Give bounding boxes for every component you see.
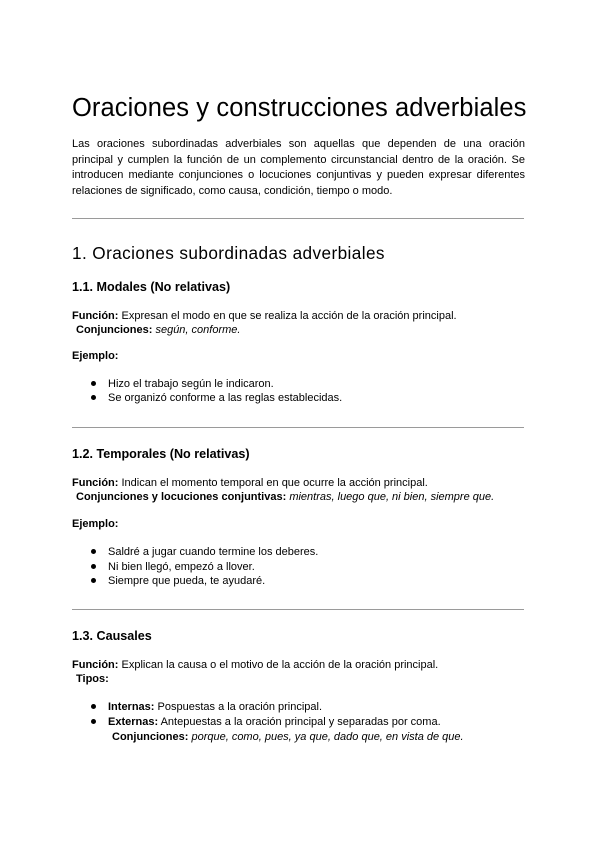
temporales-funcion [72,476,428,490]
example-item: Siempre que pueda, te ayudaré. [108,575,266,587]
conjunciones-text: mientras, luego que, ni bien, siempre que. [289,491,495,503]
divider [72,218,524,219]
conjunciones-label: Conjunciones: [76,324,153,336]
divider [72,427,524,428]
funcion-text: Indican el momento temporal en que ocurre la acción principal. [118,477,428,489]
example-item: Ni bien llegó, empezó a llover. [108,561,255,573]
conjunciones-text: según, conforme. [155,324,241,336]
funcion-label: Función: [72,659,119,671]
bullet-dot [91,719,96,724]
causales-conjunciones [112,730,464,744]
bullet-dot [91,395,96,400]
bullet-dot [91,564,96,569]
tipo-label: Externas: [108,716,159,728]
intro-paragraph: Las oraciones subordinadas adverbiales son aquellas que dependen de una oración principal y cumplen la función de un complemento circunstancial dentro de la oración. Se introducen mediante conjunciones o locuciones conjuntivas y pueden expresar diferentes relaciones de significado, como causa, condición, tiempo o modo. [72,138,525,197]
tipo-item [108,700,322,714]
funcion-text: Expresan el modo en que se realiza la acción de la oración principal. [118,310,457,322]
example-item: Se organizó conforme a las reglas establecidas. [108,392,343,404]
funcion-label: Función: [72,310,119,322]
bullet-dot [91,704,96,709]
temporales-conjunciones [76,490,494,504]
tipo-text: Pospuestas a la oración principal. [154,701,323,713]
causales-funcion [72,658,438,672]
modales-funcion [72,309,457,323]
funcion-label: Función: [72,477,119,489]
subsection-heading-modales: 1.1. Modales (No relativas) [72,280,231,294]
section-heading: 1. Oraciones subordinadas adverbiales [72,243,385,263]
conjunciones-text: porque, como, pues, ya que, dado que, en vista de que. [191,731,464,743]
bullet-dot [91,578,96,583]
funcion-text: Explican la causa o el motivo de la acción de la oración principal. [118,659,439,671]
example-item: Saldré a jugar cuando termine los deberes. [108,546,319,558]
divider [72,609,524,610]
subsection-heading-causales: 1.3. Causales [72,629,152,643]
conjunciones-label: Conjunciones: [112,731,189,743]
example-item: Hizo el trabajo según le indicaron. [108,378,274,390]
modales-conjunciones [76,323,240,337]
ejemplo-label: Ejemplo: [72,518,119,530]
tipos-label: Tipos: [76,673,109,685]
subsection-heading-temporales: 1.2. Temporales (No relativas) [72,447,250,461]
ejemplo-label: Ejemplo: [72,350,119,362]
tipo-text: Antepuestas a la oración principal y separadas por coma. [158,716,441,728]
conjunciones-label: Conjunciones y locuciones conjuntivas: [76,491,287,503]
page-title: Oraciones y construcciones adverbiales [72,94,527,122]
bullet-dot [91,381,96,386]
bullet-dot [91,549,96,554]
tipo-item [108,715,441,729]
tipo-label: Internas: [108,701,155,713]
